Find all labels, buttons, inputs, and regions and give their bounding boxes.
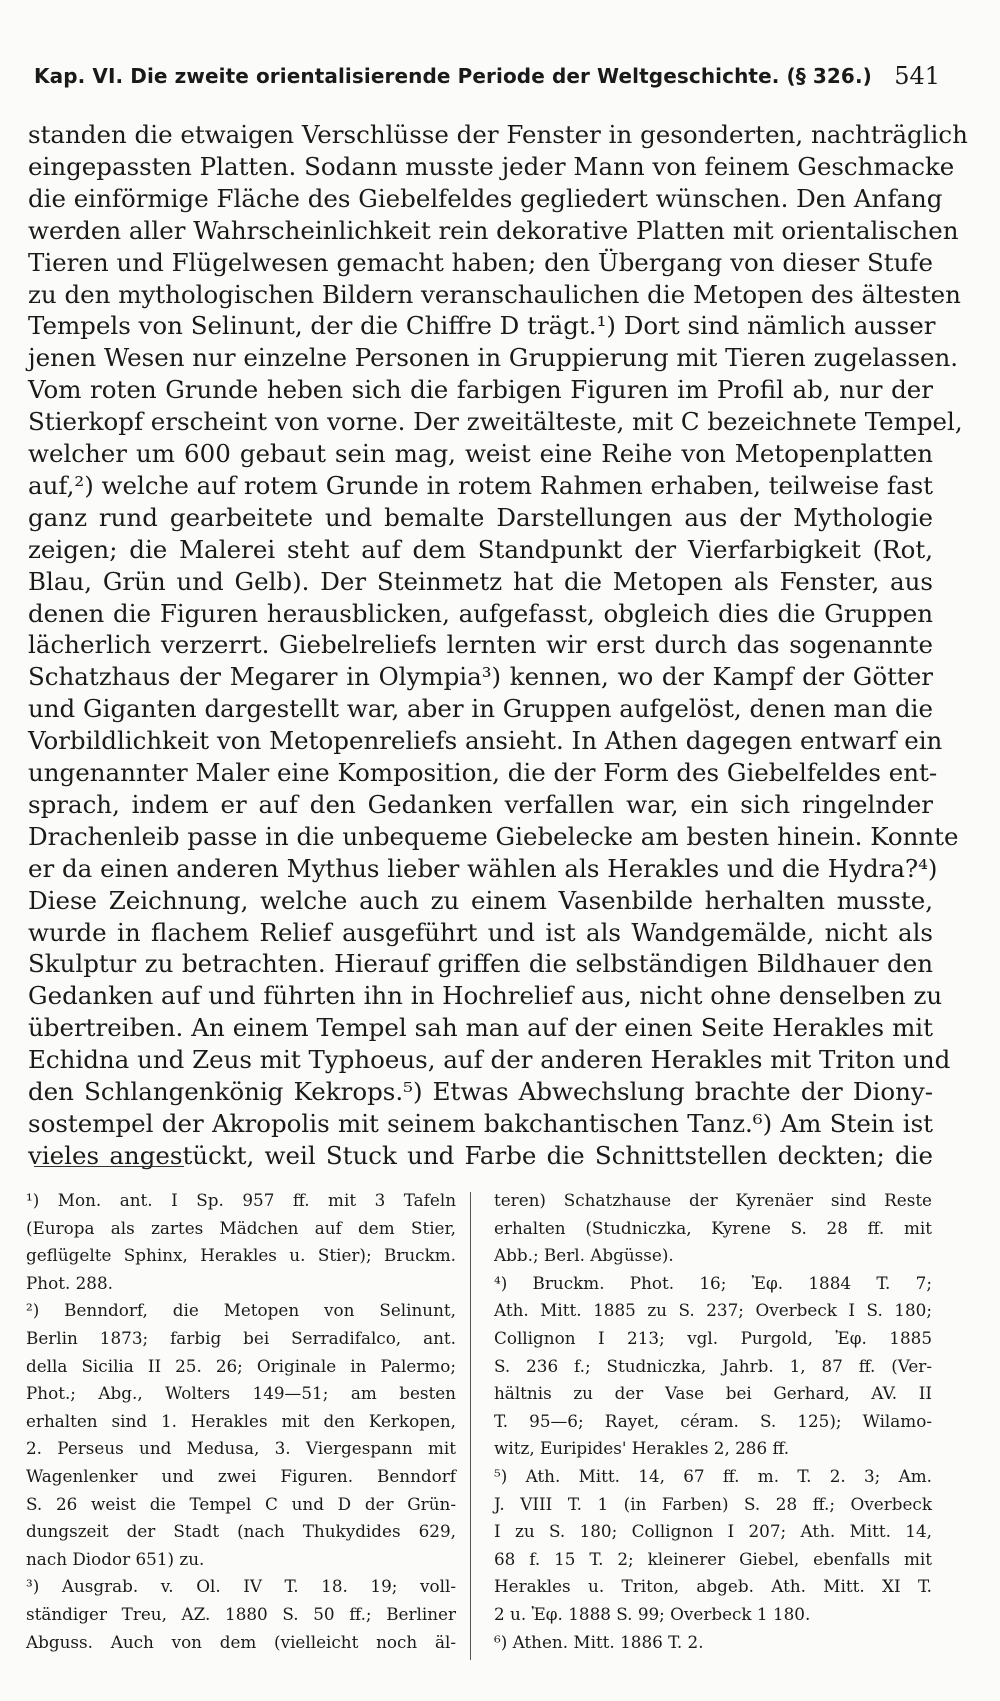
footnote-line: dungszeit der Stadt (nach Thukydides 629, [26,1521,456,1542]
body-line: Echidna und Zeus mit Typhoeus, auf der anderen Herakles mit Triton und [28,1045,951,1075]
footnote-line: I zu S. 180; Collignon I 207; Ath. Mitt. 14, [494,1521,932,1542]
body-line: vieles angestückt, weil Stuck und Farbe die Schnittstellen deckten; die [28,1140,933,1170]
footnote-line: T. 95—6; Rayet, céram. S. 125); Wilamo- [494,1410,932,1431]
body-line: standen die etwaigen Verschlüsse der Fenster in gesonderten, nachträglich [28,120,968,149]
footnote-line: ³) Ausgrab. v. Ol. IV T. 18. 19; voll- [26,1576,456,1597]
body-line: er da einen anderen Mythus lieber wählen als Herakles und die Hydra?⁴) [28,853,938,883]
body-line: Blau, Grün und Gelb). Der Steinmetz hat die Metopen als Fenster, aus [28,566,933,596]
body-line: lächerlich verzerrt. Giebelreliefs lernten wir erst durch das sogenannte [28,630,933,660]
main-text [28,120,968,1180]
footnote-line: Phot.; Abg., Wolters 149—51; am besten [26,1383,456,1404]
body-line: wurde in flachem Relief ausgeführt und ist als Wandgemälde, nicht als [28,917,933,947]
footnote-line: ¹) Mon. ant. I Sp. 957 ff. mit 3 Tafeln [26,1190,456,1210]
body-line: auf,²) welche auf rotem Grunde in rotem Rahmen erhaben, teilweise fast [28,470,933,500]
footnote-line: Abb.; Berl. Abgüsse). [494,1245,674,1266]
footnote-line: ²) Benndorf, die Metopen von Selinunt, [26,1300,456,1321]
footnote-line: S. 236 f.; Studniczka, Jahrb. 1, 87 ff. (Ver- [494,1355,932,1376]
body-line: Gedanken auf und führten ihn in Hochrelief aus, nicht ohne denselben zu [28,981,943,1011]
body-line: ungenannter Maler eine Komposition, die der Form des Giebelfeldes ent- [28,758,938,787]
footnote-line: ⁵) Ath. Mitt. 14, 67 ff. m. T. 2. 3; Am. [494,1466,932,1486]
body-line: eingepassten Platten. Sodann musste jeder Mann von feinem Geschmacke [28,151,955,181]
body-line: zu den mythologischen Bildern veranschaulichen die Metopen des ältesten [28,279,961,309]
running-header [34,62,944,98]
body-line: Vorbildlichkeit von Metopenreliefs ansieht. In Athen dagegen entwarf ein [28,726,943,756]
body-line: Diese Zeichnung, welche auch zu einem Vasenbilde herhalten musste, [28,885,933,915]
footnote-line: (Europa als zartes Mädchen auf dem Stier, [26,1217,456,1238]
running-title: Kap. VI. Die zweite orientalisierende Periode der Weltgeschichte. (§ 326.) [34,64,872,88]
body-line: denen die Figuren herausblicken, aufgefasst, obgleich dies die Gruppen [28,598,933,628]
footnote-line: J. VIII T. 1 (in Farben) S. 28 ff.; Overbeck [494,1493,932,1514]
footnote-line: Phot. 288. [26,1272,113,1293]
body-line: den Schlangenkönig Kekrops.⁵) Etwas Abwechslung brachte der Diony- [28,1077,933,1106]
body-line: zeigen; die Malerei steht auf dem Standpunkt der Vierfarbigkeit (Rot, [28,534,933,564]
footnote-line: nach Diodor 651) zu. [26,1548,205,1569]
footnote-line: Herakles u. Triton, abgeb. Ath. Mitt. XI T. [494,1576,932,1597]
body-line: übertreiben. An einem Tempel sah man auf der einen Seite Herakles mit [28,1013,933,1043]
body-line: die einförmige Fläche des Giebelfeldes gegliedert wünschen. Den Anfang [28,183,943,213]
footnote-line: S. 26 weist die Tempel C und D der Grün- [26,1493,456,1514]
body-line: Vom roten Grunde heben sich die farbigen Figuren im Profil ab, nur der [28,375,933,405]
body-line: Skulptur zu betrachten. Hierauf griffen die selbständigen Bildhauer den [28,949,933,979]
body-line: Stierkopf erscheint von vorne. Der zweitälteste, mit C bezeichnete Tempel, [28,407,963,437]
body-line: welcher um 600 gebaut sein mag, weist eine Reihe von Metopenplatten [28,439,933,468]
footnote-line: Abguss. Auch von dem (vielleicht noch äl- [26,1631,456,1652]
column-divider [470,1192,471,1660]
footnote-line: Berlin 1873; farbig bei Serradifalco, ant. [26,1328,456,1348]
footnote-line: 2. Perseus und Medusa, 3. Viergespann mit [26,1438,456,1459]
footnote-line: erhalten sind 1. Herakles mit den Kerkopen, [26,1410,456,1431]
body-line: sostempel der Akropolis mit seinem bakchantischen Tanz.⁶) Am Stein ist [28,1108,933,1138]
body-line: werden aller Wahrscheinlichkeit rein dekorative Platten mit orientalischen [28,215,959,245]
body-line: sprach, indem er auf den Gedanken verfallen war, ein sich ringelnder [28,789,933,819]
footnote-line: ⁶) Athen. Mitt. 1886 T. 2. [494,1631,704,1652]
footnote-line: Ath. Mitt. 1885 zu S. 237; Overbeck I S. 180; [494,1300,932,1321]
footnote-line: witz, Euripides' Herakles 2, 286 ff. [494,1438,790,1459]
footnote-line: teren) Schatzhause der Kyrenäer sind Reste [494,1190,932,1210]
body-line: Drachenleib passe in die unbequeme Giebelecke am besten hinein. Konnte [28,821,959,851]
body-line: Tempels von Selinunt, der die Chiffre D trägt.¹) Dort sind nämlich ausser [28,311,936,341]
footnote-line: Collignon I 213; vgl. Purgold, Ἐφ. 1885 [494,1328,932,1348]
body-line: Schatzhaus der Megarer in Olympia³) kennen, wo der Kampf der Götter [28,662,933,692]
footnote-line: 2 u. Ἐφ. 1888 S. 99; Overbeck 1 180. [494,1604,811,1624]
footnote-line: della Sicilia II 25. 26; Originale in Palermo; [26,1355,456,1376]
footnote-line: erhalten (Studniczka, Kyrene S. 28 ff. mit [494,1217,932,1238]
footnote-line: geflügelte Sphinx, Herakles u. Stier); Bruckm. [26,1245,456,1266]
footnote-line: ständiger Treu, AZ. 1880 S. 50 ff.; Berliner [26,1604,456,1624]
footnote-line: Wagenlenker und zwei Figuren. Benndorf [26,1466,456,1486]
body-line: und Giganten dargestellt war, aber in Gruppen aufgelöst, denen man die [28,694,933,724]
footnote-line: 68 f. 15 T. 2; kleinerer Giebel, ebenfalls mit [494,1548,932,1569]
page-number: 541 [894,62,940,90]
footnote-line: ⁴) Bruckm. Phot. 16; Ἐφ. 1884 T. 7; [494,1272,932,1293]
footnote-line: hältnis zu der Vase bei Gerhard, AV. II [494,1383,932,1404]
footnote-separator [34,1166,184,1167]
body-line: ganz rund gearbeitete und bemalte Darstellungen aus der Mythologie [28,502,933,532]
body-line: Tieren und Flügelwesen gemacht haben; den Übergang von dieser Stufe [28,247,933,277]
body-line: jenen Wesen nur einzelne Personen in Gruppierung mit Tieren zugelassen. [28,343,959,373]
